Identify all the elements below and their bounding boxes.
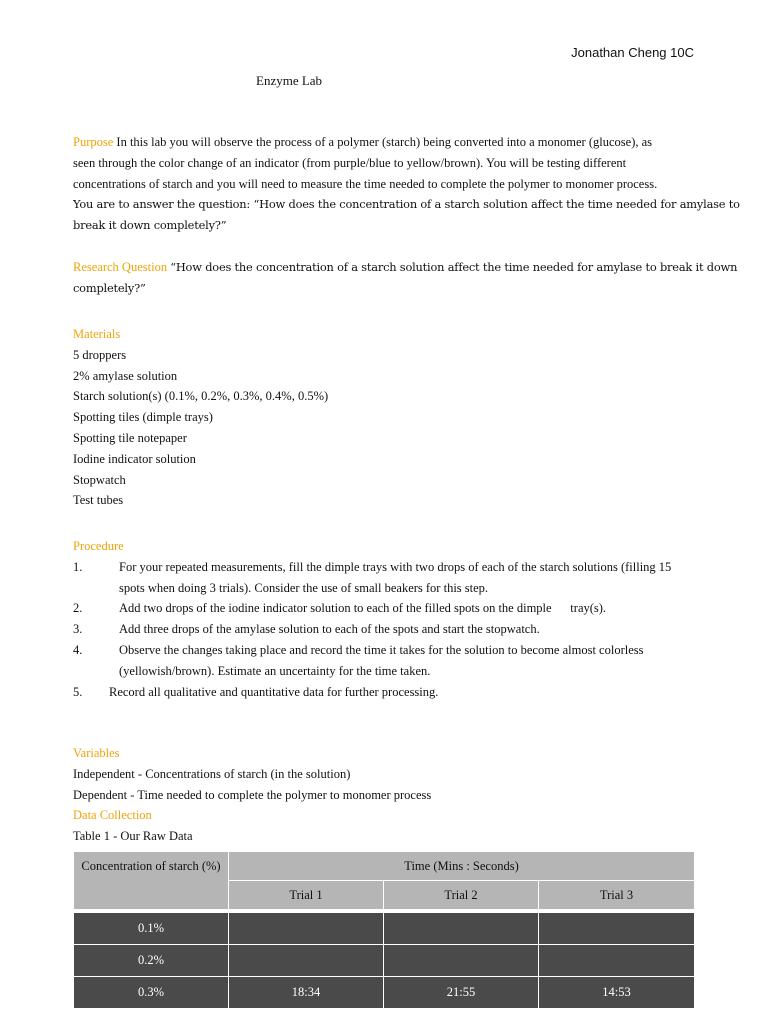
dependent-variable bbox=[73, 785, 695, 806]
table-cell bbox=[384, 913, 539, 945]
dependent-variable-text: - Time needed to complete the polymer to monomer process bbox=[127, 787, 432, 802]
procedure-step-text: spots when doing 3 trials). Consider the use of small beakers for this step. bbox=[119, 580, 489, 595]
table-cell bbox=[539, 945, 695, 977]
materials-item: Spotting tiles (dimple trays) bbox=[73, 410, 213, 425]
table-row bbox=[74, 945, 695, 977]
purpose-section bbox=[73, 132, 740, 236]
materials-item: 5 droppers bbox=[73, 347, 127, 362]
materials-item: Spotting tile notepaper bbox=[73, 430, 187, 445]
table-cell bbox=[384, 945, 539, 977]
concentration-header: Concentration of starch (%) bbox=[74, 852, 229, 910]
table-cell-concentration: 0.1% bbox=[74, 913, 229, 945]
table-cell: 18:34 bbox=[229, 977, 384, 1009]
materials-item: 2% amylase solution bbox=[73, 368, 178, 383]
table-cell bbox=[229, 945, 384, 977]
research-question-line-1: “How does the concentration of a starch solution affect the time needed for amylase to break it down bbox=[170, 260, 738, 274]
purpose-line-5: break it down completely?” bbox=[73, 218, 227, 233]
time-header: Time (Mins : Seconds) bbox=[229, 852, 695, 881]
purpose-line-1: In this lab you will observe the process of a polymer (starch) being converted into a monomer (glucose), as bbox=[116, 135, 653, 149]
procedure-step-number: 2. bbox=[73, 601, 83, 616]
trial-header: Trial 3 bbox=[539, 881, 695, 910]
trial-header: Trial 1 bbox=[229, 881, 384, 910]
raw-data-table bbox=[73, 851, 695, 1009]
research-question-line-2: completely?” bbox=[73, 280, 146, 295]
procedure-step-text: Record all qualitative and quantitative data for further processing. bbox=[109, 684, 439, 699]
table-cell-concentration: 0.3% bbox=[74, 977, 229, 1009]
procedure-step-text: Add three drops of the amylase solution to each of the spots and start the stopwatch. bbox=[119, 622, 540, 637]
table-cell: 21:55 bbox=[384, 977, 539, 1009]
table-row bbox=[74, 913, 695, 945]
procedure-step bbox=[73, 598, 695, 619]
table-caption: Table 1 - Our Raw Data bbox=[73, 829, 193, 844]
table-cell: 14:53 bbox=[539, 977, 695, 1009]
purpose-line-2: seen through the color change of an indicator (from purple/blue to yellow/brown). You will be testing different bbox=[73, 155, 627, 170]
author-name: Jonathan Cheng 10C bbox=[571, 45, 694, 60]
procedure-step-text: (yellowish/brown). Estimate an uncertainty for the time taken. bbox=[119, 663, 431, 678]
dependent-variable-label: Dependent bbox=[73, 787, 128, 802]
materials-label: Materials bbox=[73, 327, 121, 341]
procedure-step-number: 3. bbox=[73, 622, 83, 637]
table-cell-concentration: 0.2% bbox=[74, 945, 229, 977]
procedure-section bbox=[73, 536, 695, 702]
procedure-step-number: 1. bbox=[73, 559, 83, 574]
document-title: Enzyme Lab bbox=[256, 73, 323, 88]
purpose-label: Purpose bbox=[73, 135, 114, 149]
trial-header: Trial 2 bbox=[384, 881, 539, 910]
materials-item: Starch solution(s) (0.1%, 0.2%, 0.3%, 0.4%, 0.5%) bbox=[73, 389, 329, 404]
research-question-label: Research Question bbox=[73, 260, 168, 274]
purpose-line-4: You are to answer the question: “How does the concentration of a starch solution affect the time needed for amylase to bbox=[73, 197, 740, 212]
procedure-step-text: For your repeated measurements, fill the dimple trays with two drops of each of the starch solutions (filling 15 bbox=[119, 559, 672, 574]
materials-section bbox=[73, 324, 695, 511]
table-cell bbox=[229, 913, 384, 945]
procedure-step bbox=[73, 619, 695, 640]
procedure-step bbox=[73, 557, 695, 599]
procedure-step-number: 5. bbox=[73, 684, 83, 699]
procedure-step bbox=[73, 682, 695, 703]
table-cell bbox=[539, 913, 695, 945]
research-question-section bbox=[73, 257, 738, 299]
table-row bbox=[74, 977, 695, 1009]
variables-label: Variables bbox=[73, 746, 120, 760]
procedure-step-text: Observe the changes taking place and record the time it takes for the solution to become almost colorless bbox=[119, 642, 644, 657]
materials-item: Stopwatch bbox=[73, 472, 126, 487]
independent-variable: Independent - Concentrations of starch (in the solution) bbox=[73, 766, 351, 781]
materials-item: Iodine indicator solution bbox=[73, 451, 196, 466]
variables-section bbox=[73, 743, 695, 847]
procedure-step-number: 4. bbox=[73, 642, 83, 657]
materials-item: Test tubes bbox=[73, 493, 124, 508]
procedure-step bbox=[73, 640, 695, 682]
procedure-label: Procedure bbox=[73, 539, 124, 553]
procedure-step-text: Add two drops of the iodine indicator solution to each of the filled spots on the dimple tray(s). bbox=[119, 601, 607, 616]
purpose-line-3: concentrations of starch and you will need to measure the time needed to complete the polymer to monomer process. bbox=[73, 176, 658, 191]
data-collection-label: Data Collection bbox=[73, 808, 152, 823]
